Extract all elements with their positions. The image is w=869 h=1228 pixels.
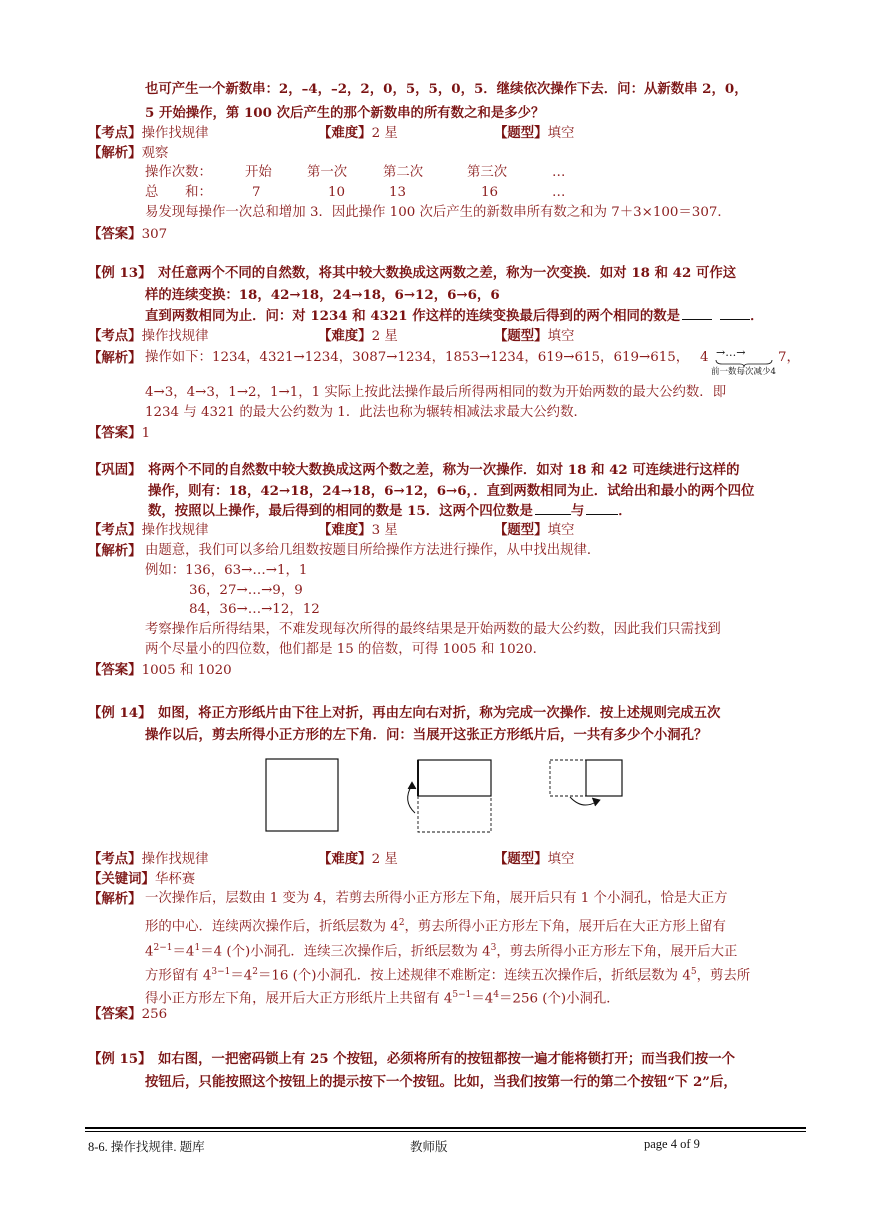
table-row-1-c3: 第二次 [383,165,424,180]
gonggu-jiexi-tag [88,542,142,561]
ex13-jiexi-line-1: 操作如下：1234，4321→1234，3087→1234，1853→1234，619→615，619→615， [145,350,690,365]
fold-right-figure [550,760,622,806]
jiexi-tag: 【解析】 [88,350,142,366]
s1-jiexi [88,144,168,163]
ex14-jiexi-line-4 [145,963,750,985]
guanjian-tag: 【关键词】 [88,871,155,887]
ex13-answer [88,424,150,443]
exponent: 2−1 [153,943,173,953]
table-row-2-c1: 7 [252,185,261,200]
ex13-line-3 [145,307,763,325]
text-part: 形的中心．连续两次操作后，折纸层数为 4 [145,919,399,935]
jiexi-tag: 【解析】 [88,543,142,559]
table-row-1-c5: … [552,165,566,180]
tixing-tag: 【题型】 [494,125,548,141]
ex14-tixing [494,850,574,869]
answer-tag: 【答案】 [88,226,142,242]
ex13-line-1: 对任意两个不同的自然数，将其中较大数换成这两数之差，称为一次变换．如对 18 和 42 可作这 [158,265,737,281]
folding-diagram [260,755,630,839]
nandu-tag: 【难度】 [318,125,372,141]
footer-rule-thick [85,1127,806,1129]
kaodian-value: 操作找规律 [141,523,209,538]
gonggu-jiexi-line-2: 例如：136，63→…→1，1 [145,563,308,578]
exponent: 5−1 [452,990,472,1000]
answer-tag: 【答案】 [88,1006,142,1022]
kaodian-tag: 【考点】 [88,851,142,867]
ex13-jiexi-line-2: 4→3，4→3，1→2，1→1，1 实际上按此法操作最后所得两相同的数为开始两数的最大公约数．即 [145,385,727,400]
ex13-jiexi-num-b: 7， [778,350,800,365]
ex13-question: 直到两数相同为止．问：对 1234 和 4321 作这样的连续变换最后得到的两个相同的数是 [145,308,681,324]
answer-tag: 【答案】 [88,425,142,441]
ex14-jiexi-line-3 [145,939,737,961]
exponent: 1 [194,943,201,953]
gonggu-line-3-end: ． [618,503,632,519]
table-row-1-label: 操作次数： [145,165,212,180]
tixing-value: 填空 [547,523,575,538]
answer-blank-1 [535,502,571,515]
answer-value: 307 [141,227,168,242]
footer-page-number: page 4 of 9 [644,1137,700,1151]
exponent: 2 [252,967,258,977]
gonggu-jiexi-line-5: 考察操作后所得结果，不难发现每次所得的最终结果是开始两数的最大公约数，因此我们只需找到 [145,622,721,637]
gonggu-jiexi-line-3: 36，27→…→9，9 [189,583,303,598]
ex14-line-2: 操作以后，剪去所得小正方形的左下角．问：当展开这张正方形纸片后，一共有多少个小洞孔？ [145,727,708,743]
kaodian-tag: 【考点】 [88,125,142,141]
table-row-2-c4: 16 [481,185,499,200]
answer-tag: 【答案】 [88,662,142,678]
ex13-jiexi-line-3: 1234 与 4321 的最大公约数为 1．此法也称为辗转相减法求最大公约数． [145,405,587,420]
gonggu-nandu [318,521,398,540]
kaodian-value: 操作找规律 [141,852,209,867]
ex14-jiexi-line-1: 一次操作后，层数由 1 变为 4，若剪去所得小正方形左下角，展开后只有 1 个小洞孔，恰是大正方 [145,891,728,906]
ex13-tixing [494,327,574,346]
exponent: 2 [398,918,405,928]
s1-kaodian [88,124,209,143]
tixing-value: 填空 [547,126,575,141]
answer-blank-2 [586,502,618,515]
text-part: ，剪去所得小正方形左下角，展开后在大正方形上留有 [404,919,726,935]
gonggu-tag: 【巩固】 [88,462,142,478]
exponent: 5 [690,967,697,977]
text-part: ，剪去所得小正方形左下角，展开后大正 [496,944,738,960]
nandu-tag: 【难度】 [318,522,372,538]
ex13-arrow: →…→ [716,346,746,359]
ex14-guanjian [88,870,195,889]
ex13-nandu [318,327,398,346]
tixing-tag: 【题型】 [494,328,548,344]
gonggu-line-2: 操作，则有：18，42→18，24→18，6→12，6→6，．直到两数相同为止．试给出和最小的两个四位 [148,483,755,499]
intro-line-2: 5 开始操作，第 100 次后产生的那个新数串的所有数之和是多少？ [145,105,545,121]
text-part: ，剪去所 [696,968,751,984]
ex14-answer [88,1005,167,1024]
ex13-line-3-end: ． [750,308,764,324]
table-row-1-c4: 第三次 [467,165,508,180]
text-part: ＝4 (个)小洞孔．连续三次操作后，折纸层数为 4 [200,944,491,960]
gonggu-line-3 [148,502,632,520]
intro-line-1: 也可产生一个新数串：2，–4，–2，2，0，5，5，0，5．继续依次操作下去．问：从新数串 2，0， [145,81,748,97]
gonggu-jiexi-line-4: 84，36→…→12，12 [189,602,320,617]
gonggu-tixing [494,521,574,540]
gonggu-question: 数，按照以上操作，最后得到的相同的数是 15．这两个四位数是 [148,503,533,519]
gonggu-jiexi-line-1: 由题意，我们可以多给几组数按题目所给操作方法进行操作，从中找出规律． [145,543,601,558]
kaodian-tag: 【考点】 [88,522,142,538]
exponent: 4 [493,990,500,1000]
ex14-jiexi-line-5 [145,986,620,1008]
gonggu-and: 与 [570,503,585,519]
ex13-line-2: 样的连续变换：18，42→18，24→18，6→12，6→6，6 [145,287,500,303]
answer-value: 256 [141,1007,168,1022]
text-part: 方形留有 4 [145,968,212,984]
gonggu-line-1: 将两个不同的自然数中较大数换成这两个数之差，称为一次操作．如对 18 和 42 可连续进行这样的 [148,462,740,478]
exponent: 3−1 [211,967,231,977]
ex13-tag: 【例 13】 [88,265,152,281]
ex14-jiexi-line-2 [145,914,726,936]
ex15-line-2: 按钮后，只能按照这个按钮上的提示按下一个按钮。比如，当我们按第一行的第二个按钮“下 2”后， [145,1074,737,1090]
answer-value: 1 [141,426,151,441]
fold-up-figure [408,760,491,832]
text-part: 得小正方形左下角，展开后大正方形纸片上共留有 4 [145,991,453,1007]
brace-underline [714,359,774,367]
jiexi-tag: 【解析】 [88,891,142,907]
answer-blank-1 [682,307,712,320]
text-part: ＝4 [230,968,253,984]
kaodian-value: 操作找规律 [141,329,209,344]
full-square [266,759,338,831]
footer-rule-thin [85,1131,806,1132]
nandu-value: 2 星 [371,329,398,344]
ex13-jiexi-num-a: 4 [700,350,709,365]
table-row-1-c1: 开始 [245,165,272,180]
jiexi-value: 观察 [141,146,169,161]
ex13-brace-note: 前一数每次减少4 [711,367,776,377]
table-row-2-c3: 13 [389,185,407,200]
tixing-tag: 【题型】 [494,522,548,538]
kaodian-tag: 【考点】 [88,328,142,344]
ex15-line-1: 如右图，一把密码锁上有 25 个按钮，必须将所有的按钮都按一遍才能将锁打开；而当我们按一个 [158,1051,735,1067]
ex14-tag: 【例 14】 [88,705,152,721]
s1-nandu [318,124,398,143]
exponent: 3 [490,943,497,953]
tixing-value: 填空 [547,329,575,344]
s1-conclusion: 易发现每操作一次总和增加 3．因此操作 100 次后产生的新数串所有数之和为 7＋3×100＝307． [145,205,731,220]
footer-center: 教师版 [410,1140,448,1154]
nandu-value: 3 星 [371,523,398,538]
ex14-kaodian [88,850,209,869]
guanjian-value: 华杯赛 [154,872,196,887]
gonggu-kaodian [88,521,209,540]
text-part: ＝4 [471,991,494,1007]
ex14-jiexi-tag [88,890,142,909]
nandu-tag: 【难度】 [318,851,372,867]
text-part: ＝256 (个)小洞孔． [499,991,620,1007]
ex13-kaodian [88,327,209,346]
ex13-jiexi-tag [88,349,142,368]
answer-value: 1005 和 1020 [141,663,232,678]
nandu-value: 2 星 [371,126,398,141]
ex14-line-1: 如图，将正方形纸片由下往上对折，再由左向右对折，称为完成一次操作．按上述规则完成五次 [158,705,721,721]
text-part: ＝4 [172,944,195,960]
nandu-value: 2 星 [371,852,398,867]
text-part: ＝16 (个)小洞孔．按上述规律不难断定：连续五次操作后，折纸层数为 4 [258,968,691,984]
s1-tixing [494,124,574,143]
table-row-2-c5: … [552,185,566,200]
gonggu-answer [88,661,232,680]
nandu-tag: 【难度】 [318,328,372,344]
kaodian-value: 操作找规律 [141,126,209,141]
table-row-2-label: 总 和： [145,185,212,200]
tixing-tag: 【题型】 [494,851,548,867]
tixing-value: 填空 [547,852,575,867]
table-row-2-c2: 10 [328,185,346,200]
gonggu-jiexi-line-6: 两个尽量小的四位数，他们都是 15 的倍数，可得 1005 和 1020． [145,642,547,657]
text-part: 4 [145,944,154,960]
footer-left: 8-6. 操作找规律. 题库 [88,1140,205,1154]
s1-answer [88,225,167,244]
answer-blank-2 [720,307,750,320]
table-row-1-c2: 第一次 [307,165,348,180]
ex14-nandu [318,850,398,869]
jiexi-tag: 【解析】 [88,145,142,161]
ex15-tag: 【例 15】 [88,1051,152,1067]
